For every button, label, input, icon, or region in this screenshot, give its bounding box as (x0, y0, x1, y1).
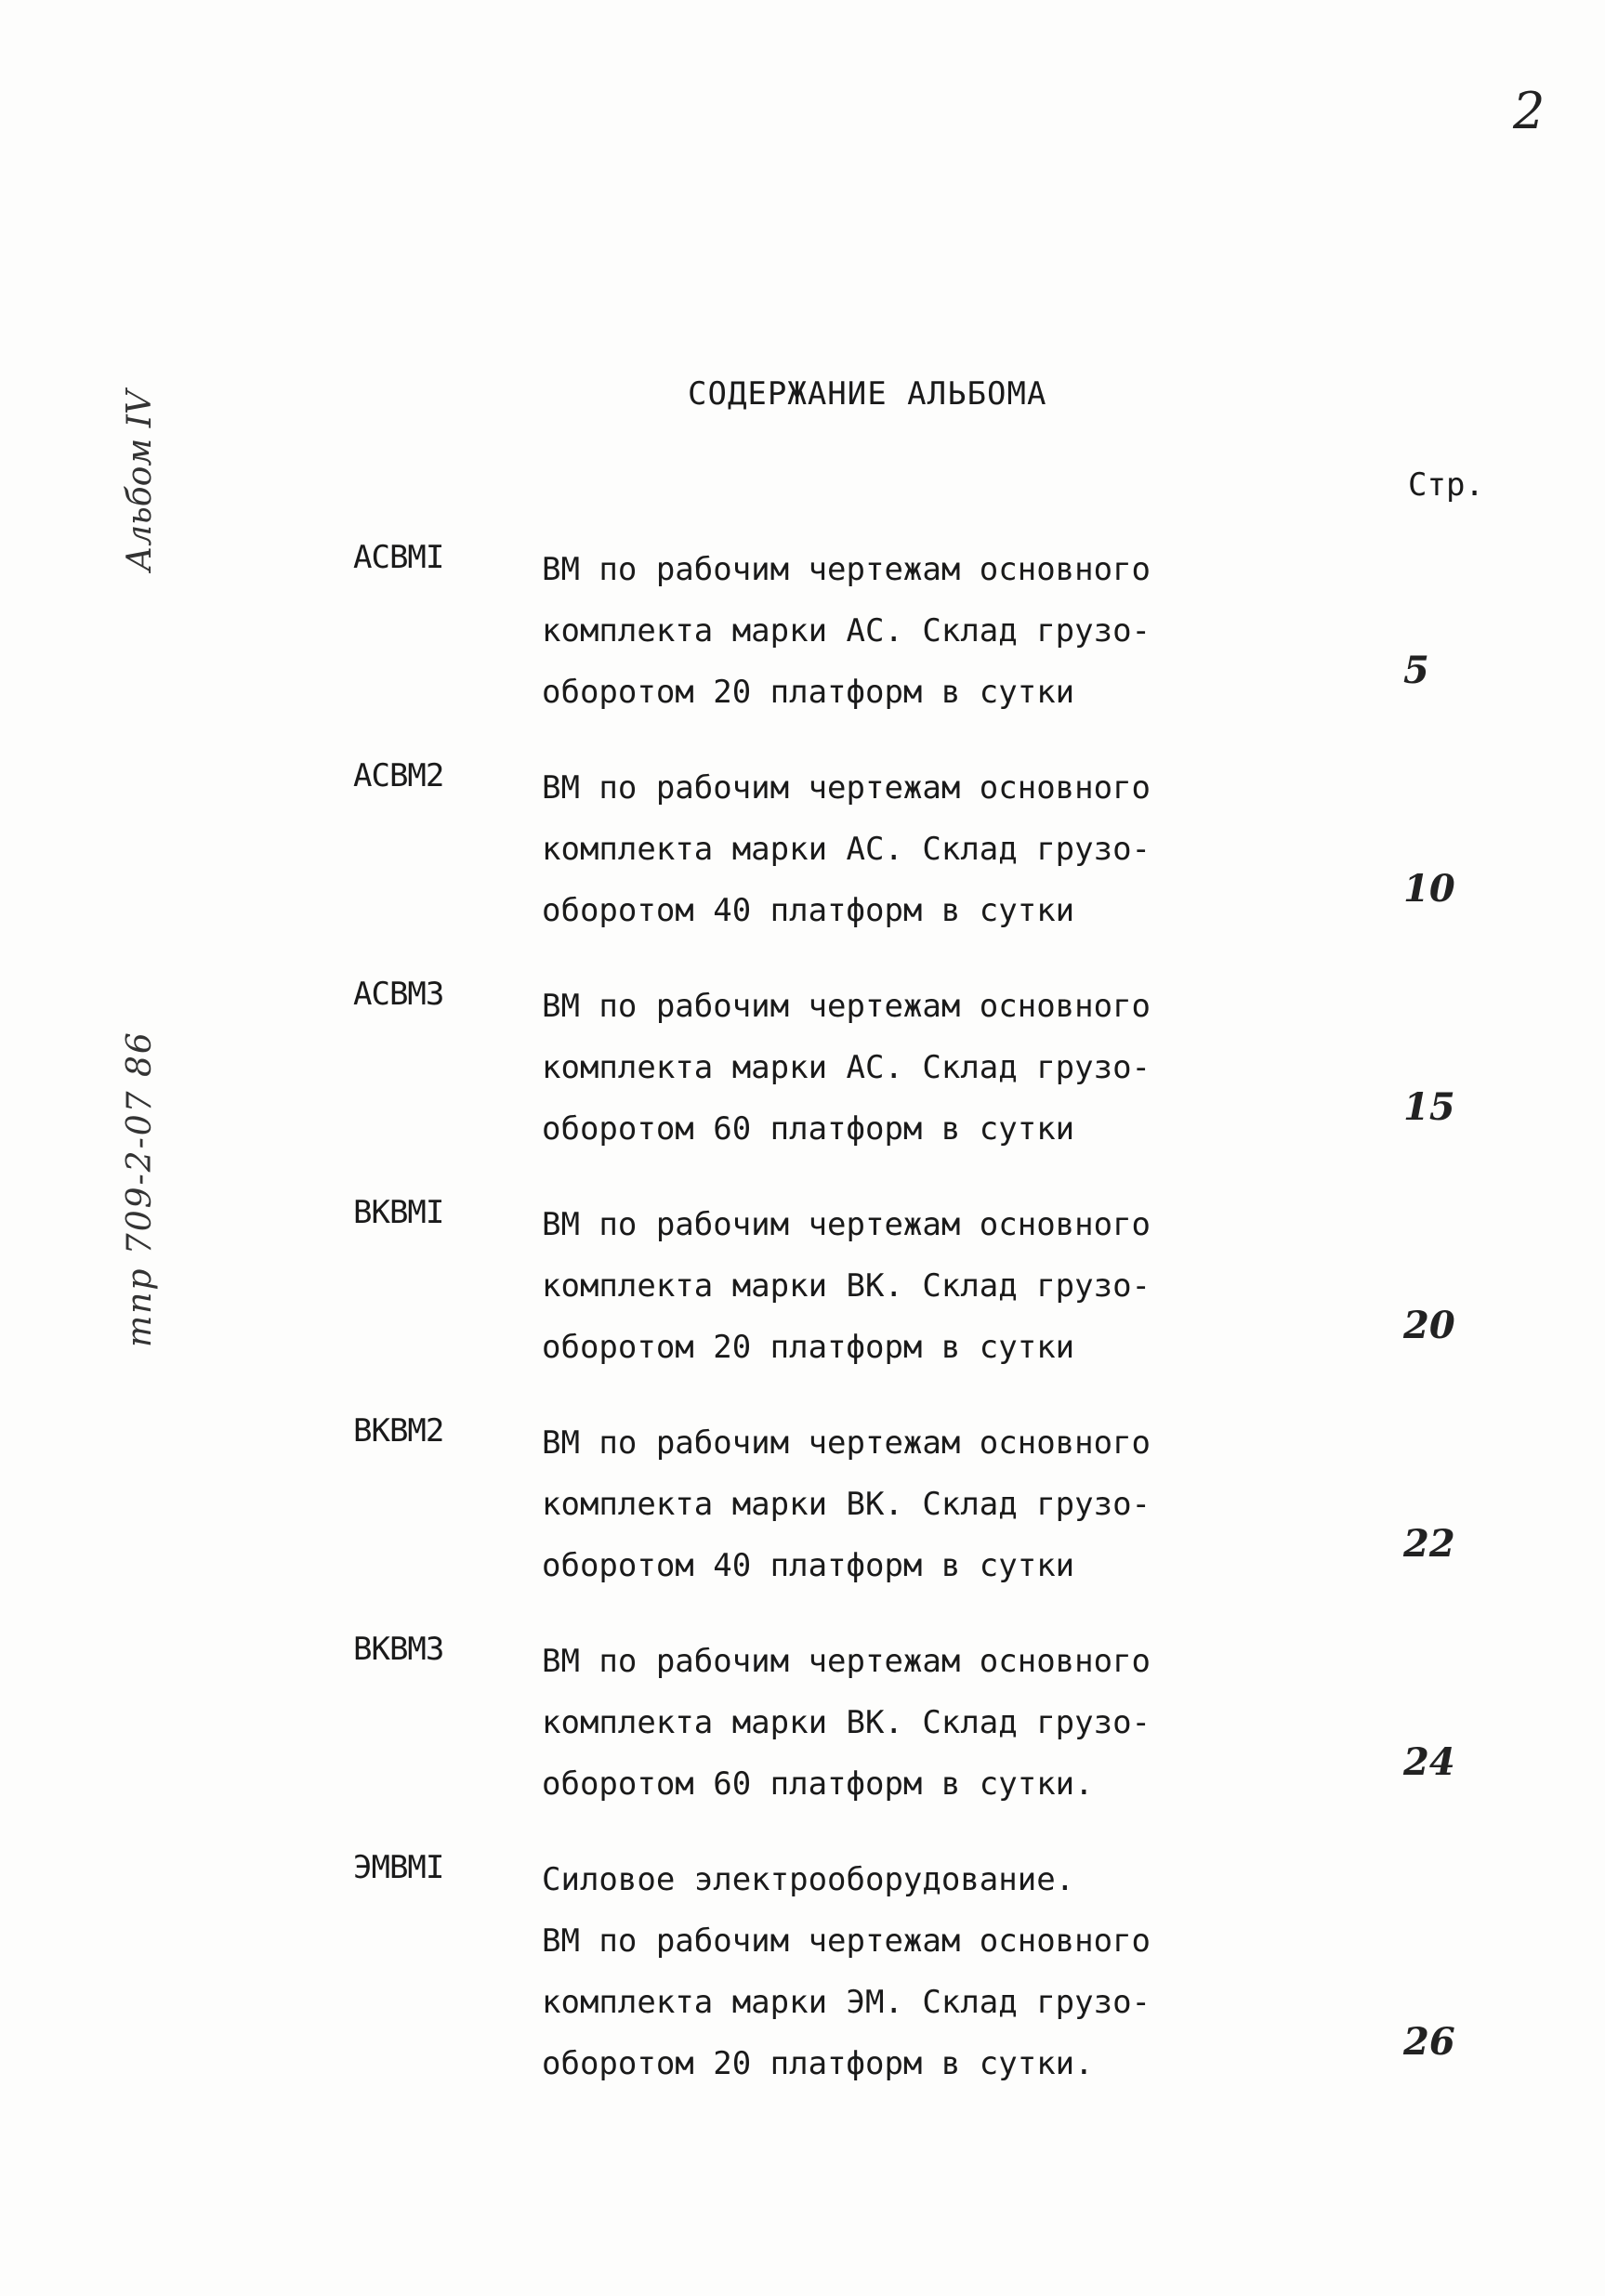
entry-description-line: Силовое электрооборудование. (542, 1861, 1075, 1898)
entry-description-line: комплекта марки АС. Склад грузо- (542, 1049, 1151, 1086)
entry-description (542, 539, 1248, 723)
entry-page-number: 26 (1403, 2020, 1455, 2064)
page-column-header: Стр. (1408, 466, 1484, 504)
entry-description-line: ВМ по рабочим чертежам основного (542, 1922, 1151, 1960)
entry-description-line: ВМ по рабочим чертежам основного (542, 551, 1151, 588)
entry-description (542, 1631, 1248, 1815)
entry-description-line: оборотом 40 платформ в сутки (542, 892, 1075, 929)
entry-description (542, 1849, 1248, 2094)
entry-description-line: ВМ по рабочим чертежам основного (542, 988, 1151, 1025)
side-document-code: тпр 709-2-07 86 (121, 1030, 159, 1347)
page-number: 2 (1513, 82, 1546, 140)
entry-description (542, 1412, 1248, 1596)
entry-description-line: комплекта марки ВК. Склад грузо- (542, 1267, 1151, 1305)
side-album-label: Альбом IV (121, 390, 159, 571)
entry-page-number: 10 (1403, 867, 1455, 911)
entry-code: ВКВМ3 (353, 1631, 444, 1668)
entry-page-number: 22 (1403, 1522, 1455, 1566)
page-title: СОДЕРЖАНИЕ АЛЬБОМА (688, 375, 1047, 413)
entry-page-number: 20 (1403, 1304, 1455, 1347)
entry-description-line: ВМ по рабочим чертежам основного (542, 1206, 1151, 1243)
entry-description (542, 976, 1248, 1160)
entry-page-number: 24 (1403, 1740, 1455, 1784)
entry-code: АСВМI (353, 539, 444, 576)
entry-description-line: комплекта марки ВК. Склад грузо- (542, 1486, 1151, 1523)
entry-description-line: оборотом 20 платформ в сутки (542, 674, 1075, 711)
entry-description-line: комплекта марки АС. Склад грузо- (542, 612, 1151, 649)
entry-description-line: комплекта марки ВК. Склад грузо- (542, 1704, 1151, 1741)
entry-description-line: комплекта марки ЭМ. Склад грузо- (542, 1984, 1151, 2021)
entry-description-line: ВМ по рабочим чертежам основного (542, 1643, 1151, 1680)
entry-code: АСВМ2 (353, 757, 444, 794)
entry-description-line: оборотом 20 платформ в сутки (542, 1329, 1075, 1366)
entry-page-number: 15 (1403, 1085, 1455, 1129)
entry-description-line: ВМ по рабочим чертежам основного (542, 1424, 1151, 1462)
entry-description-line: оборотом 60 платформ в сутки (542, 1110, 1075, 1148)
entry-description-line: оборотом 40 платформ в сутки (542, 1547, 1075, 1584)
entry-code: ВКВМI (353, 1194, 444, 1231)
entry-code: ВКВМ2 (353, 1412, 444, 1450)
entry-code: АСВМ3 (353, 976, 444, 1013)
entry-description (542, 1194, 1248, 1378)
entry-page-number: 5 (1403, 649, 1429, 692)
entry-description-line: оборотом 20 платформ в сутки. (542, 2045, 1094, 2082)
entry-code: ЭМВМI (353, 1849, 444, 1886)
entry-description-line: комплекта марки АС. Склад грузо- (542, 831, 1151, 868)
entry-description-line: оборотом 60 платформ в сутки. (542, 1765, 1094, 1803)
entry-description-line: ВМ по рабочим чертежам основного (542, 769, 1151, 807)
entry-description (542, 757, 1248, 941)
